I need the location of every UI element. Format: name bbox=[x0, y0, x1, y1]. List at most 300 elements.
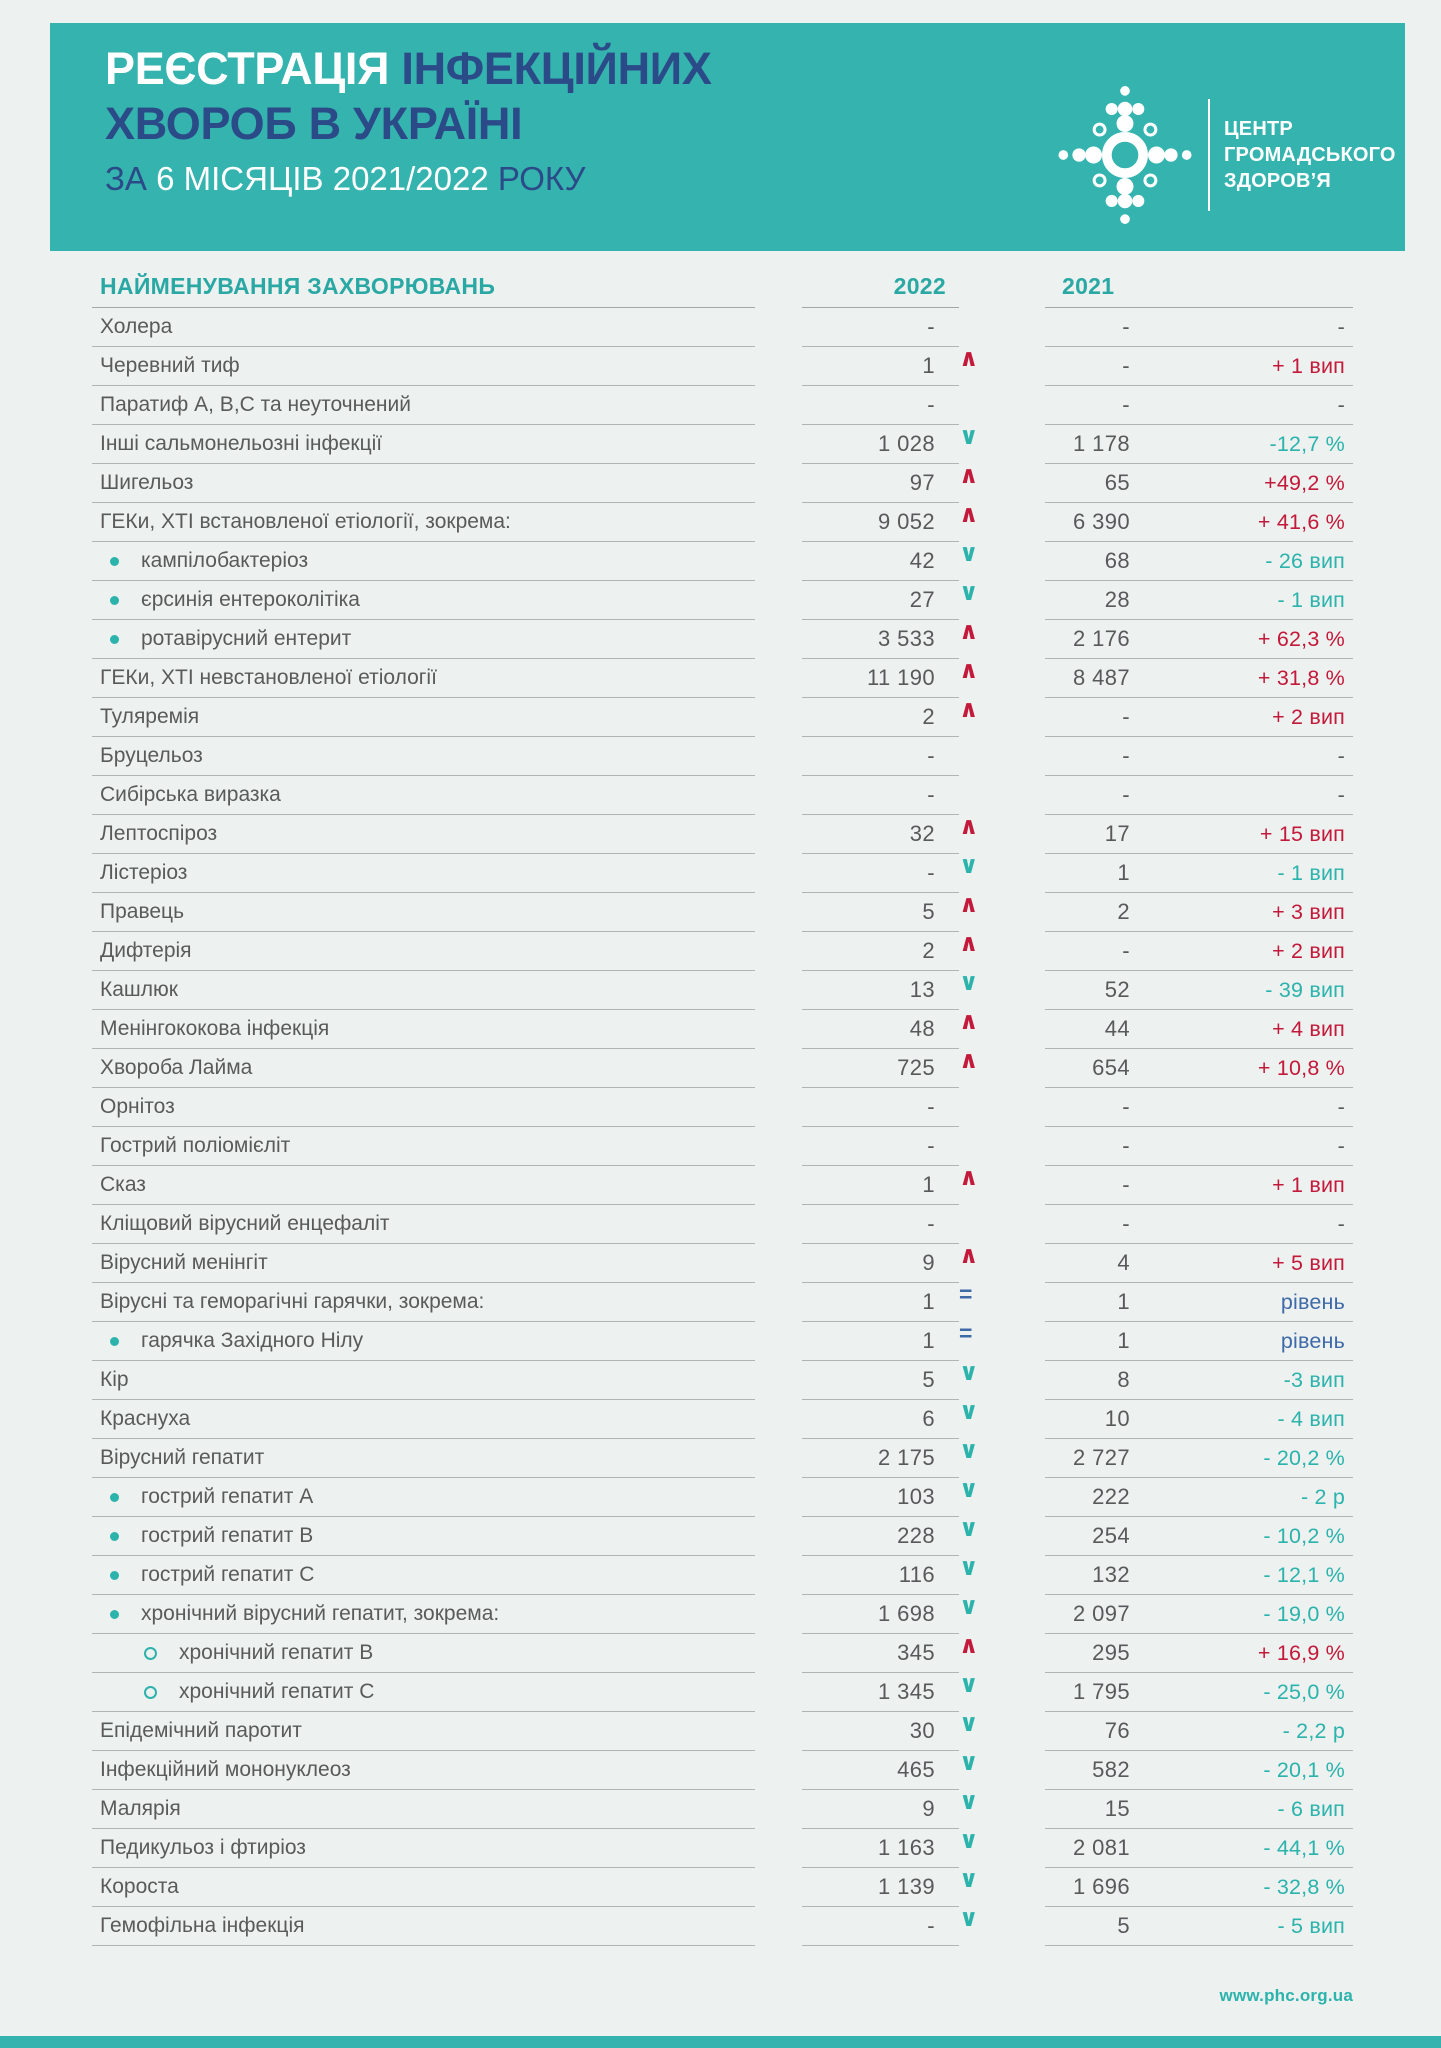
column-gap bbox=[755, 698, 802, 737]
disease-name-cell bbox=[92, 1244, 755, 1283]
table-row bbox=[92, 1829, 1353, 1868]
value-2022: 5 bbox=[922, 899, 935, 924]
column-gap bbox=[755, 854, 802, 893]
trend-cell bbox=[959, 1010, 1045, 1049]
trend-icon: ∨ bbox=[959, 1593, 979, 1620]
value-2021: - bbox=[1122, 392, 1130, 417]
bullet-icon bbox=[110, 1610, 119, 1619]
value-2022: - bbox=[927, 392, 935, 417]
column-gap bbox=[755, 1595, 802, 1634]
trend-cell bbox=[959, 1790, 1045, 1829]
change-value: -12,7 % bbox=[1269, 431, 1345, 456]
value-2021-cell bbox=[1045, 425, 1353, 464]
change-value: + 31,8 % bbox=[1257, 665, 1345, 690]
disease-name: Туляремія bbox=[100, 705, 200, 728]
disease-name: Епідемічний паротит bbox=[100, 1719, 302, 1742]
value-2022-cell bbox=[802, 1868, 959, 1907]
disease-name-cell bbox=[92, 1400, 755, 1439]
column-gap bbox=[755, 1790, 802, 1829]
table-row bbox=[92, 659, 1353, 698]
value-2021-cell bbox=[1045, 1907, 1353, 1946]
table-row bbox=[92, 1712, 1353, 1751]
trend-icon: ∨ bbox=[959, 1515, 979, 1542]
value-2022: 2 bbox=[922, 704, 935, 729]
trend-icon: ∧ bbox=[959, 1242, 979, 1269]
disease-name-cell bbox=[92, 386, 755, 425]
value-2021: 654 bbox=[1092, 1055, 1130, 1080]
change-value: - 39 вип bbox=[1265, 977, 1345, 1002]
value-2022-cell bbox=[802, 698, 959, 737]
change-value: + 2 вип bbox=[1272, 938, 1345, 963]
value-2021-cell bbox=[1045, 854, 1353, 893]
disease-name-cell bbox=[92, 1595, 755, 1634]
change-value: - 1 вип bbox=[1277, 860, 1345, 885]
value-2021-cell bbox=[1045, 1322, 1353, 1361]
value-2021: 2 176 bbox=[1072, 626, 1130, 651]
column-gap bbox=[755, 1010, 802, 1049]
disease-name-cell bbox=[92, 1751, 755, 1790]
trend-cell bbox=[959, 1517, 1045, 1556]
value-2021: 68 bbox=[1104, 548, 1130, 573]
value-2021: 5 bbox=[1117, 1913, 1130, 1938]
value-2022: 42 bbox=[909, 548, 935, 573]
value-2022: 9 bbox=[922, 1796, 935, 1821]
table-row bbox=[92, 1283, 1353, 1322]
value-2021: 1 bbox=[1117, 1328, 1130, 1353]
trend-icon: ∧ bbox=[959, 891, 979, 918]
disease-name: Вірусний гепатит bbox=[100, 1446, 265, 1469]
table-row bbox=[92, 1439, 1353, 1478]
trend-cell bbox=[959, 815, 1045, 854]
phc-logo-dots-icon bbox=[1050, 80, 1200, 230]
disease-name-cell bbox=[92, 1907, 755, 1946]
value-2022: 97 bbox=[909, 470, 935, 495]
change-value: - 2 р bbox=[1300, 1484, 1345, 1509]
table-row bbox=[92, 815, 1353, 854]
column-header-name-cell bbox=[92, 266, 755, 308]
value-2021-cell bbox=[1045, 1556, 1353, 1595]
logo-text-line3: ЗДОРОВ’Я bbox=[1224, 170, 1331, 192]
value-2021: - bbox=[1122, 1211, 1130, 1236]
value-2021-cell bbox=[1045, 1283, 1353, 1322]
value-2022: 6 bbox=[922, 1406, 935, 1431]
disease-name: ГЕКи, ХТІ встановленої етіології, зокрема: bbox=[100, 510, 511, 533]
change-value: - 6 вип bbox=[1277, 1796, 1345, 1821]
value-2021-cell bbox=[1045, 1517, 1353, 1556]
change-value: +49,2 % bbox=[1264, 470, 1345, 495]
value-2022-cell bbox=[802, 1244, 959, 1283]
change-value: - 12,1 % bbox=[1263, 1562, 1345, 1587]
value-2021: 1 178 bbox=[1072, 431, 1130, 456]
value-2021: 295 bbox=[1092, 1640, 1130, 1665]
trend-icon: ∧ bbox=[959, 1008, 979, 1035]
bullet-icon bbox=[144, 1686, 157, 1699]
value-2021: 1 bbox=[1117, 860, 1130, 885]
bottom-accent-bar bbox=[0, 2036, 1441, 2048]
value-2021-cell bbox=[1045, 1088, 1353, 1127]
table-row bbox=[92, 1478, 1353, 1517]
value-2021-cell bbox=[1045, 893, 1353, 932]
value-2022: 1 345 bbox=[877, 1679, 935, 1704]
table-row bbox=[92, 1556, 1353, 1595]
trend-cell bbox=[959, 1166, 1045, 1205]
column-gap bbox=[755, 1673, 802, 1712]
change-value: - 20,1 % bbox=[1263, 1757, 1345, 1782]
column-header-2021: 2021 bbox=[1062, 273, 1115, 299]
trend-icon: ∧ bbox=[959, 501, 979, 528]
value-2021-cell bbox=[1045, 1400, 1353, 1439]
value-2021: 254 bbox=[1092, 1523, 1130, 1548]
value-2021-cell bbox=[1045, 1829, 1353, 1868]
column-gap bbox=[755, 893, 802, 932]
change-value: + 15 вип bbox=[1259, 821, 1345, 846]
value-2021-cell bbox=[1045, 1634, 1353, 1673]
table-row bbox=[92, 1088, 1353, 1127]
table-row bbox=[92, 1517, 1353, 1556]
value-2022-cell bbox=[802, 503, 959, 542]
disease-name: Хвороба Лайма bbox=[100, 1056, 253, 1079]
value-2022-cell bbox=[802, 932, 959, 971]
trend-cell bbox=[959, 1088, 1045, 1127]
disease-name-cell bbox=[92, 893, 755, 932]
column-gap bbox=[755, 386, 802, 425]
bullet-icon bbox=[110, 596, 119, 605]
column-gap bbox=[755, 425, 802, 464]
value-2022: - bbox=[927, 1211, 935, 1236]
trend-cell bbox=[959, 737, 1045, 776]
bullet-icon bbox=[110, 1571, 119, 1580]
value-2021-cell bbox=[1045, 1205, 1353, 1244]
table-row bbox=[92, 776, 1353, 815]
change-value: - 44,1 % bbox=[1263, 1835, 1345, 1860]
table-row bbox=[92, 854, 1353, 893]
table-row bbox=[92, 1205, 1353, 1244]
value-2022-cell bbox=[802, 1010, 959, 1049]
value-2022: 11 190 bbox=[866, 665, 935, 690]
change-value: - 5 вип bbox=[1277, 1913, 1345, 1938]
trend-icon: ∨ bbox=[959, 423, 979, 450]
table-row bbox=[92, 1322, 1353, 1361]
column-gap bbox=[755, 1127, 802, 1166]
trend-icon: ∨ bbox=[959, 1866, 979, 1893]
value-2021-cell bbox=[1045, 1751, 1353, 1790]
change-value: + 1 вип bbox=[1272, 353, 1345, 378]
disease-name-cell bbox=[92, 503, 755, 542]
disease-name: ротавірусний ентерит bbox=[141, 627, 352, 650]
trend-icon: ∨ bbox=[959, 1905, 979, 1932]
disease-name-cell bbox=[92, 1166, 755, 1205]
value-2021-cell bbox=[1045, 620, 1353, 659]
phc-logo bbox=[1050, 65, 1396, 245]
value-2022: 5 bbox=[922, 1367, 935, 1392]
value-2022-cell bbox=[802, 425, 959, 464]
value-2021: 2 727 bbox=[1072, 1445, 1130, 1470]
disease-name: Гострий поліомієліт bbox=[100, 1134, 291, 1157]
disease-name: Малярія bbox=[100, 1797, 181, 1820]
trend-icon: ∨ bbox=[959, 1398, 979, 1425]
trend-cell bbox=[959, 308, 1045, 347]
value-2021-cell bbox=[1045, 581, 1353, 620]
trend-cell bbox=[959, 347, 1045, 386]
disease-name: Лептоспіроз bbox=[100, 822, 218, 845]
disease-name-cell bbox=[92, 815, 755, 854]
disease-name: гострий гепатит В bbox=[141, 1524, 314, 1547]
value-2021-cell bbox=[1045, 1673, 1353, 1712]
trend-cell bbox=[959, 1673, 1045, 1712]
trend-icon: ∨ bbox=[959, 1554, 979, 1581]
value-2022: 103 bbox=[897, 1484, 935, 1509]
value-2021: - bbox=[1122, 704, 1130, 729]
value-2022: - bbox=[927, 782, 935, 807]
table-row bbox=[92, 620, 1353, 659]
trend-icon: ∨ bbox=[959, 1749, 979, 1776]
disease-name: Вірусний менінгіт bbox=[100, 1251, 268, 1274]
change-value: - 1 вип bbox=[1277, 587, 1345, 612]
trend-cell bbox=[959, 932, 1045, 971]
value-2021-cell bbox=[1045, 347, 1353, 386]
value-2021-cell bbox=[1045, 542, 1353, 581]
table-row bbox=[92, 1790, 1353, 1829]
disease-name-cell bbox=[92, 1049, 755, 1088]
value-2022-cell bbox=[802, 659, 959, 698]
column-gap bbox=[755, 503, 802, 542]
value-2021: 4 bbox=[1117, 1250, 1130, 1275]
disease-name: гострий гепатит А bbox=[141, 1485, 314, 1508]
trend-cell bbox=[959, 1595, 1045, 1634]
value-2022: - bbox=[927, 743, 935, 768]
value-2022-cell bbox=[802, 620, 959, 659]
disease-name: Паратиф А, В,С та неуточнений bbox=[100, 393, 411, 416]
disease-name-cell bbox=[92, 1010, 755, 1049]
value-2021-cell bbox=[1045, 1049, 1353, 1088]
table-row bbox=[92, 1361, 1353, 1400]
change-value: - 32,8 % bbox=[1263, 1874, 1345, 1899]
table-row bbox=[92, 386, 1353, 425]
change-value: рівень bbox=[1280, 1289, 1345, 1314]
value-2022: 1 bbox=[922, 1289, 935, 1314]
header-titles bbox=[105, 41, 712, 198]
disease-name-cell bbox=[92, 1127, 755, 1166]
trend-icon: ∧ bbox=[959, 657, 979, 684]
value-2021: 1 bbox=[1117, 1289, 1130, 1314]
trend-cell bbox=[959, 1478, 1045, 1517]
disease-name-cell bbox=[92, 698, 755, 737]
value-2022: - bbox=[927, 1133, 935, 1158]
value-2022-cell bbox=[802, 308, 959, 347]
logo-divider bbox=[1208, 99, 1210, 211]
trend-cell bbox=[959, 1712, 1045, 1751]
table-header-row bbox=[92, 266, 1353, 308]
trend-icon: ∨ bbox=[959, 1788, 979, 1815]
value-2021-cell bbox=[1045, 386, 1353, 425]
disease-name: Інші сальмонельозні інфекції bbox=[100, 432, 383, 455]
disease-name: гострий гепатит С bbox=[141, 1563, 315, 1586]
trend-icon: ∨ bbox=[959, 969, 979, 996]
table-row bbox=[92, 1634, 1353, 1673]
value-2021: 2 097 bbox=[1072, 1601, 1130, 1626]
change-value: -3 вип bbox=[1283, 1367, 1345, 1392]
column-gap bbox=[755, 1322, 802, 1361]
value-2021-cell bbox=[1045, 1361, 1353, 1400]
change-value: - 25,0 % bbox=[1263, 1679, 1345, 1704]
table-row bbox=[92, 1868, 1353, 1907]
disease-name: Сибірська виразка bbox=[100, 783, 281, 806]
disease-name-cell bbox=[92, 1517, 755, 1556]
value-2022: 1 bbox=[922, 1172, 935, 1197]
disease-name-cell bbox=[92, 1829, 755, 1868]
table-row bbox=[92, 1049, 1353, 1088]
value-2022: 345 bbox=[897, 1640, 935, 1665]
column-gap bbox=[755, 1712, 802, 1751]
change-value: - bbox=[1337, 392, 1345, 417]
value-2021: - bbox=[1122, 353, 1130, 378]
column-gap bbox=[755, 1283, 802, 1322]
column-gap bbox=[755, 737, 802, 776]
trend-icon: ∧ bbox=[959, 696, 979, 723]
table-row bbox=[92, 308, 1353, 347]
value-2022-cell bbox=[802, 776, 959, 815]
disease-name: ГЕКи, ХТІ невстановленої етіології bbox=[100, 666, 437, 689]
value-2021-cell bbox=[1045, 659, 1353, 698]
disease-name: Кір bbox=[100, 1368, 129, 1391]
trend-icon: ∨ bbox=[959, 1710, 979, 1737]
column-header-2021-cell bbox=[1045, 266, 1353, 308]
column-gap bbox=[755, 581, 802, 620]
disease-table bbox=[92, 266, 1353, 1946]
value-2022-cell bbox=[802, 1322, 959, 1361]
trend-cell bbox=[959, 698, 1045, 737]
disease-name-cell bbox=[92, 1361, 755, 1400]
disease-name-cell bbox=[92, 1322, 755, 1361]
trend-icon: ∧ bbox=[959, 1047, 979, 1074]
trend-cell bbox=[959, 581, 1045, 620]
value-2022-cell bbox=[802, 854, 959, 893]
value-2022: - bbox=[927, 860, 935, 885]
value-2022: - bbox=[927, 1094, 935, 1119]
table-row bbox=[92, 1673, 1353, 1712]
title-highlight: РЕЄСТРАЦІЯ bbox=[105, 43, 390, 94]
disease-name-cell bbox=[92, 1478, 755, 1517]
value-2022-cell bbox=[802, 1790, 959, 1829]
value-2021: 6 390 bbox=[1072, 509, 1130, 534]
disease-name-cell bbox=[92, 1634, 755, 1673]
disease-name: кампілобактеріоз bbox=[141, 549, 309, 572]
value-2022-cell bbox=[802, 1127, 959, 1166]
value-2022-cell bbox=[802, 1088, 959, 1127]
value-2022-cell bbox=[802, 1478, 959, 1517]
table-row bbox=[92, 1166, 1353, 1205]
trend-cell bbox=[959, 1049, 1045, 1088]
value-2022-cell bbox=[802, 347, 959, 386]
disease-name: Сказ bbox=[100, 1173, 146, 1196]
value-2022-cell bbox=[802, 581, 959, 620]
column-gap bbox=[755, 1166, 802, 1205]
change-value: - 4 вип bbox=[1277, 1406, 1345, 1431]
trend-cell bbox=[959, 971, 1045, 1010]
trend-icon: ∧ bbox=[959, 345, 979, 372]
value-2022: 30 bbox=[909, 1718, 935, 1743]
value-2021: 2 bbox=[1117, 899, 1130, 924]
trend-icon: ∧ bbox=[959, 462, 979, 489]
value-2021: 2 081 bbox=[1072, 1835, 1130, 1860]
table-row bbox=[92, 893, 1353, 932]
bullet-icon bbox=[110, 1532, 119, 1541]
value-2021-cell bbox=[1045, 776, 1353, 815]
value-2021-cell bbox=[1045, 1712, 1353, 1751]
disease-name-cell bbox=[92, 1673, 755, 1712]
change-value: + 16,9 % bbox=[1257, 1640, 1345, 1665]
disease-name: Кашлюк bbox=[100, 978, 178, 1001]
value-2022-cell bbox=[802, 1556, 959, 1595]
value-2022: 1 139 bbox=[877, 1874, 935, 1899]
trend-cell bbox=[959, 386, 1045, 425]
disease-name-cell bbox=[92, 776, 755, 815]
trend-icon: ∧ bbox=[959, 1164, 979, 1191]
value-2021-cell bbox=[1045, 1010, 1353, 1049]
trend-icon: ∧ bbox=[959, 813, 979, 840]
value-2022-cell bbox=[802, 386, 959, 425]
value-2021-cell bbox=[1045, 932, 1353, 971]
disease-name: Педикульоз і фтиріоз bbox=[100, 1836, 306, 1859]
disease-name: Інфекційний мононуклеоз bbox=[100, 1758, 351, 1781]
value-2021: 222 bbox=[1092, 1484, 1130, 1509]
change-value: - bbox=[1337, 1211, 1345, 1236]
trend-cell bbox=[959, 1400, 1045, 1439]
trend-cell bbox=[959, 1868, 1045, 1907]
change-value: - 26 вип bbox=[1265, 548, 1345, 573]
disease-name: Менінгококова інфекція bbox=[100, 1017, 330, 1040]
value-2021: 10 bbox=[1104, 1406, 1130, 1431]
disease-name-cell bbox=[92, 347, 755, 386]
trend-cell bbox=[959, 854, 1045, 893]
value-2021: 132 bbox=[1092, 1562, 1130, 1587]
value-2021: - bbox=[1122, 782, 1130, 807]
logo-text bbox=[1224, 116, 1396, 194]
trend-cell bbox=[959, 1634, 1045, 1673]
disease-name-cell bbox=[92, 542, 755, 581]
disease-name: Шигельоз bbox=[100, 471, 194, 494]
column-gap bbox=[755, 932, 802, 971]
trend-icon: = bbox=[959, 1320, 973, 1346]
table-row bbox=[92, 1127, 1353, 1166]
change-value: - 2,2 р bbox=[1282, 1718, 1345, 1743]
column-header-name: НАЙМЕНУВАННЯ ЗАХВОРЮВАНЬ bbox=[100, 273, 496, 299]
trend-icon: ∨ bbox=[959, 852, 979, 879]
website-link[interactable]: www.phc.org.ua bbox=[1219, 1986, 1353, 2005]
trend-icon: ∧ bbox=[959, 1632, 979, 1659]
value-2022: 1 028 bbox=[877, 431, 935, 456]
trend-cell bbox=[959, 1322, 1045, 1361]
table-body bbox=[92, 308, 1353, 1946]
column-header-2022-cell bbox=[802, 266, 959, 308]
column-header-trend-cell bbox=[959, 266, 1045, 308]
column-gap bbox=[755, 1049, 802, 1088]
trend-cell bbox=[959, 1556, 1045, 1595]
logo-text-line2: ГРОМАДСЬКОГО bbox=[1224, 144, 1396, 166]
trend-cell bbox=[959, 542, 1045, 581]
value-2022-cell bbox=[802, 1283, 959, 1322]
disease-name: Правець bbox=[100, 900, 185, 923]
table-row bbox=[92, 971, 1353, 1010]
table-row bbox=[92, 1751, 1353, 1790]
subtitle-prefix: ЗА bbox=[105, 160, 157, 197]
column-gap bbox=[755, 1556, 802, 1595]
trend-icon: ∨ bbox=[959, 1827, 979, 1854]
value-2022-cell bbox=[802, 1400, 959, 1439]
disease-name-cell bbox=[92, 854, 755, 893]
disease-name-cell bbox=[92, 464, 755, 503]
disease-name: Дифтерія bbox=[100, 939, 192, 962]
